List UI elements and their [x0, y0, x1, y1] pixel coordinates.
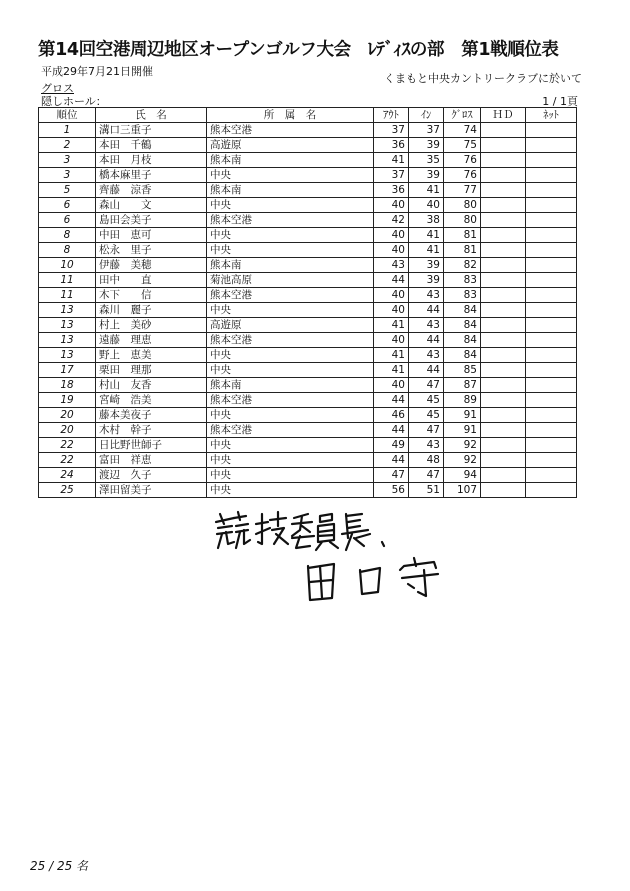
rank-cell: 6 — [39, 213, 96, 228]
name-cell: 森山 文 — [96, 198, 207, 213]
affiliation-cell: 中央 — [207, 468, 374, 483]
gross-score-cell: 81 — [444, 243, 481, 258]
net-score-cell — [526, 123, 577, 138]
name-cell: 松永 里子 — [96, 243, 207, 258]
net-score-cell — [526, 153, 577, 168]
name-cell: 橋本麻里子 — [96, 168, 207, 183]
name-cell: 澤田留美子 — [96, 483, 207, 498]
affiliation-cell: 中央 — [207, 363, 374, 378]
affiliation-cell: 熊本空港 — [207, 123, 374, 138]
affiliation-cell: 熊本南 — [207, 378, 374, 393]
gross-score-cell: 91 — [444, 408, 481, 423]
out-score-cell: 41 — [374, 318, 409, 333]
affiliation-cell: 熊本南 — [207, 153, 374, 168]
rank-cell: 24 — [39, 468, 96, 483]
name-cell: 遠藤 理恵 — [96, 333, 207, 348]
header-affiliation: 所 属 名 — [207, 108, 374, 123]
rank-cell: 25 — [39, 483, 96, 498]
table-row — [39, 153, 577, 168]
table-row — [39, 348, 577, 363]
out-score-cell: 44 — [374, 423, 409, 438]
handicap-cell — [481, 153, 526, 168]
net-score-cell — [526, 168, 577, 183]
handicap-cell — [481, 453, 526, 468]
table-row — [39, 213, 577, 228]
handicap-cell — [481, 468, 526, 483]
name-cell: 藤本美夜子 — [96, 408, 207, 423]
table-row — [39, 483, 577, 498]
gross-score-cell: 84 — [444, 333, 481, 348]
gross-score-cell: 84 — [444, 348, 481, 363]
in-score-cell: 44 — [409, 333, 444, 348]
venue: くまもと中央カントリークラブに於いて — [384, 72, 582, 85]
gross-score-cell: 77 — [444, 183, 481, 198]
header-gross: ｸﾞﾛｽ — [444, 108, 481, 123]
name-cell: 本田 月枝 — [96, 153, 207, 168]
in-score-cell: 43 — [409, 348, 444, 363]
net-score-cell — [526, 213, 577, 228]
out-score-cell: 42 — [374, 213, 409, 228]
name-cell: 木下 信 — [96, 288, 207, 303]
table-row — [39, 168, 577, 183]
affiliation-cell: 熊本空港 — [207, 213, 374, 228]
in-score-cell: 38 — [409, 213, 444, 228]
affiliation-cell: 中央 — [207, 483, 374, 498]
handicap-cell — [481, 333, 526, 348]
handicap-cell — [481, 348, 526, 363]
in-score-cell: 44 — [409, 303, 444, 318]
handicap-cell — [481, 138, 526, 153]
handicap-cell — [481, 303, 526, 318]
handicap-cell — [481, 363, 526, 378]
rank-cell: 6 — [39, 198, 96, 213]
affiliation-cell: 熊本空港 — [207, 423, 374, 438]
handicap-cell — [481, 168, 526, 183]
in-score-cell: 43 — [409, 318, 444, 333]
net-score-cell — [526, 468, 577, 483]
name-cell: 田中 直 — [96, 273, 207, 288]
in-score-cell: 39 — [409, 258, 444, 273]
in-score-cell: 45 — [409, 408, 444, 423]
table-row — [39, 318, 577, 333]
net-score-cell — [526, 258, 577, 273]
out-score-cell: 56 — [374, 483, 409, 498]
out-score-cell: 44 — [374, 273, 409, 288]
table-row — [39, 453, 577, 468]
rank-cell: 22 — [39, 438, 96, 453]
out-score-cell: 40 — [374, 378, 409, 393]
in-score-cell: 37 — [409, 123, 444, 138]
affiliation-cell: 高遊原 — [207, 138, 374, 153]
rank-cell: 2 — [39, 138, 96, 153]
gross-score-cell: 83 — [444, 288, 481, 303]
table-row — [39, 258, 577, 273]
gross-score-cell: 80 — [444, 213, 481, 228]
name-cell: 木村 幹子 — [96, 423, 207, 438]
net-score-cell — [526, 483, 577, 498]
rank-cell: 3 — [39, 153, 96, 168]
header-hd: ＨＤ — [481, 108, 526, 123]
net-score-cell — [526, 393, 577, 408]
gross-score-cell: 87 — [444, 378, 481, 393]
gross-score-cell: 92 — [444, 438, 481, 453]
name-cell: 渡辺 久子 — [96, 468, 207, 483]
rank-cell: 10 — [39, 258, 96, 273]
gross-score-cell: 74 — [444, 123, 481, 138]
handicap-cell — [481, 393, 526, 408]
table-row — [39, 198, 577, 213]
name-cell: 島田会美子 — [96, 213, 207, 228]
affiliation-cell: 中央 — [207, 453, 374, 468]
rank-cell: 8 — [39, 243, 96, 258]
name-cell: 富田 祥恵 — [96, 453, 207, 468]
in-score-cell: 45 — [409, 393, 444, 408]
name-cell: 日比野世師子 — [96, 438, 207, 453]
out-score-cell: 49 — [374, 438, 409, 453]
out-score-cell: 40 — [374, 303, 409, 318]
gross-score-cell: 91 — [444, 423, 481, 438]
net-score-cell — [526, 138, 577, 153]
handicap-cell — [481, 273, 526, 288]
gross-score-cell: 92 — [444, 453, 481, 468]
name-cell: 宮崎 浩美 — [96, 393, 207, 408]
name-cell: 村山 友香 — [96, 378, 207, 393]
affiliation-cell: 熊本空港 — [207, 393, 374, 408]
out-score-cell: 44 — [374, 453, 409, 468]
in-score-cell: 44 — [409, 363, 444, 378]
handicap-cell — [481, 288, 526, 303]
out-score-cell: 44 — [374, 393, 409, 408]
rank-cell: 11 — [39, 273, 96, 288]
in-score-cell: 47 — [409, 378, 444, 393]
name-cell: 森川 麗子 — [96, 303, 207, 318]
rank-cell: 13 — [39, 303, 96, 318]
rank-cell: 3 — [39, 168, 96, 183]
out-score-cell: 36 — [374, 183, 409, 198]
page-title: 第14回空港周辺地区オープンゴルフ大会 ﾚﾃﾞｨｽの部 第1戦順位表 — [38, 40, 559, 60]
net-score-cell — [526, 243, 577, 258]
rank-cell: 13 — [39, 348, 96, 363]
table-row — [39, 228, 577, 243]
in-score-cell: 39 — [409, 138, 444, 153]
affiliation-cell: 菊池高原 — [207, 273, 374, 288]
out-score-cell: 47 — [374, 468, 409, 483]
handicap-cell — [481, 378, 526, 393]
affiliation-cell: 中央 — [207, 303, 374, 318]
in-score-cell: 48 — [409, 453, 444, 468]
net-score-cell — [526, 183, 577, 198]
gross-score-cell: 85 — [444, 363, 481, 378]
out-score-cell: 40 — [374, 228, 409, 243]
out-score-cell: 37 — [374, 123, 409, 138]
affiliation-cell: 中央 — [207, 348, 374, 363]
in-score-cell: 41 — [409, 243, 444, 258]
out-score-cell: 46 — [374, 408, 409, 423]
net-score-cell — [526, 363, 577, 378]
name-cell: 本田 千鶴 — [96, 138, 207, 153]
gross-score-cell: 94 — [444, 468, 481, 483]
net-score-cell — [526, 198, 577, 213]
header-net: ﾈｯﾄ — [526, 108, 577, 123]
page-number: 1 / 1頁 — [542, 95, 578, 108]
header-name: 氏 名 — [96, 108, 207, 123]
name-cell: 栗田 理那 — [96, 363, 207, 378]
net-score-cell — [526, 348, 577, 363]
handicap-cell — [481, 228, 526, 243]
header-rank: 順位 — [39, 108, 96, 123]
gross-score-cell: 82 — [444, 258, 481, 273]
out-score-cell: 41 — [374, 363, 409, 378]
in-score-cell: 47 — [409, 423, 444, 438]
out-score-cell: 40 — [374, 243, 409, 258]
out-score-cell: 41 — [374, 348, 409, 363]
rank-cell: 17 — [39, 363, 96, 378]
net-score-cell — [526, 333, 577, 348]
table-row — [39, 423, 577, 438]
handicap-cell — [481, 243, 526, 258]
handicap-cell — [481, 438, 526, 453]
rank-cell: 19 — [39, 393, 96, 408]
name-cell: 中田 恵可 — [96, 228, 207, 243]
participant-count: 25 / 25 名 — [30, 859, 89, 873]
handicap-cell — [481, 408, 526, 423]
handicap-cell — [481, 198, 526, 213]
name-cell: 野上 恵美 — [96, 348, 207, 363]
affiliation-cell: 高遊原 — [207, 318, 374, 333]
affiliation-cell: 熊本空港 — [207, 333, 374, 348]
table-header-row — [39, 108, 577, 123]
out-score-cell: 41 — [374, 153, 409, 168]
net-score-cell — [526, 288, 577, 303]
rank-cell: 18 — [39, 378, 96, 393]
in-score-cell: 39 — [409, 273, 444, 288]
gross-score-cell: 84 — [444, 318, 481, 333]
handicap-cell — [481, 183, 526, 198]
rank-cell: 20 — [39, 408, 96, 423]
affiliation-cell: 熊本空港 — [207, 288, 374, 303]
rank-cell: 22 — [39, 453, 96, 468]
results-table — [38, 107, 577, 498]
in-score-cell: 39 — [409, 168, 444, 183]
gross-score-cell: 76 — [444, 168, 481, 183]
net-score-cell — [526, 318, 577, 333]
table-row — [39, 123, 577, 138]
table-row — [39, 138, 577, 153]
table-row — [39, 408, 577, 423]
out-score-cell: 43 — [374, 258, 409, 273]
gross-score-cell: 83 — [444, 273, 481, 288]
header-in: ｲﾝ — [409, 108, 444, 123]
table-row — [39, 183, 577, 198]
rank-cell: 1 — [39, 123, 96, 138]
in-score-cell: 43 — [409, 288, 444, 303]
table-row — [39, 303, 577, 318]
handicap-cell — [481, 213, 526, 228]
affiliation-cell: 中央 — [207, 243, 374, 258]
net-score-cell — [526, 303, 577, 318]
out-score-cell: 37 — [374, 168, 409, 183]
gross-score-cell: 81 — [444, 228, 481, 243]
table-row — [39, 333, 577, 348]
gross-score-cell: 76 — [444, 153, 481, 168]
handicap-cell — [481, 318, 526, 333]
net-score-cell — [526, 438, 577, 453]
net-score-cell — [526, 228, 577, 243]
table-row — [39, 438, 577, 453]
handicap-cell — [481, 258, 526, 273]
net-score-cell — [526, 423, 577, 438]
affiliation-cell: 中央 — [207, 198, 374, 213]
affiliation-cell: 熊本南 — [207, 258, 374, 273]
in-score-cell: 41 — [409, 183, 444, 198]
gross-score-cell: 84 — [444, 303, 481, 318]
net-score-cell — [526, 408, 577, 423]
name-cell: 伊藤 美穂 — [96, 258, 207, 273]
gross-score-cell: 80 — [444, 198, 481, 213]
table-row — [39, 378, 577, 393]
affiliation-cell: 中央 — [207, 408, 374, 423]
affiliation-cell: 熊本南 — [207, 183, 374, 198]
out-score-cell: 36 — [374, 138, 409, 153]
name-cell: 村上 美砂 — [96, 318, 207, 333]
in-score-cell: 41 — [409, 228, 444, 243]
affiliation-cell: 中央 — [207, 438, 374, 453]
header-out: ｱｳﾄ — [374, 108, 409, 123]
out-score-cell: 40 — [374, 198, 409, 213]
table-row — [39, 363, 577, 378]
handicap-cell — [481, 123, 526, 138]
handicap-cell — [481, 483, 526, 498]
rank-cell: 5 — [39, 183, 96, 198]
net-score-cell — [526, 378, 577, 393]
in-score-cell: 43 — [409, 438, 444, 453]
signature — [212, 508, 452, 608]
rank-cell: 11 — [39, 288, 96, 303]
category-label: グロス — [41, 82, 74, 95]
gross-score-cell: 75 — [444, 138, 481, 153]
affiliation-cell: 中央 — [207, 228, 374, 243]
table-row — [39, 468, 577, 483]
in-score-cell: 40 — [409, 198, 444, 213]
gross-score-cell: 107 — [444, 483, 481, 498]
rank-cell: 13 — [39, 333, 96, 348]
rank-cell: 8 — [39, 228, 96, 243]
table-row — [39, 243, 577, 258]
affiliation-cell: 中央 — [207, 168, 374, 183]
name-cell: 溝口三重子 — [96, 123, 207, 138]
gross-score-cell: 89 — [444, 393, 481, 408]
handicap-cell — [481, 423, 526, 438]
net-score-cell — [526, 273, 577, 288]
in-score-cell: 47 — [409, 468, 444, 483]
table-row — [39, 393, 577, 408]
name-cell: 齊藤 涼香 — [96, 183, 207, 198]
in-score-cell: 51 — [409, 483, 444, 498]
rank-cell: 13 — [39, 318, 96, 333]
hidden-holes-label: 隠しホール： — [41, 95, 107, 108]
out-score-cell: 40 — [374, 333, 409, 348]
out-score-cell: 40 — [374, 288, 409, 303]
net-score-cell — [526, 453, 577, 468]
in-score-cell: 35 — [409, 153, 444, 168]
event-date: 平成29年7月21日開催 — [41, 65, 153, 78]
table-row — [39, 273, 577, 288]
rank-cell: 20 — [39, 423, 96, 438]
table-row — [39, 288, 577, 303]
